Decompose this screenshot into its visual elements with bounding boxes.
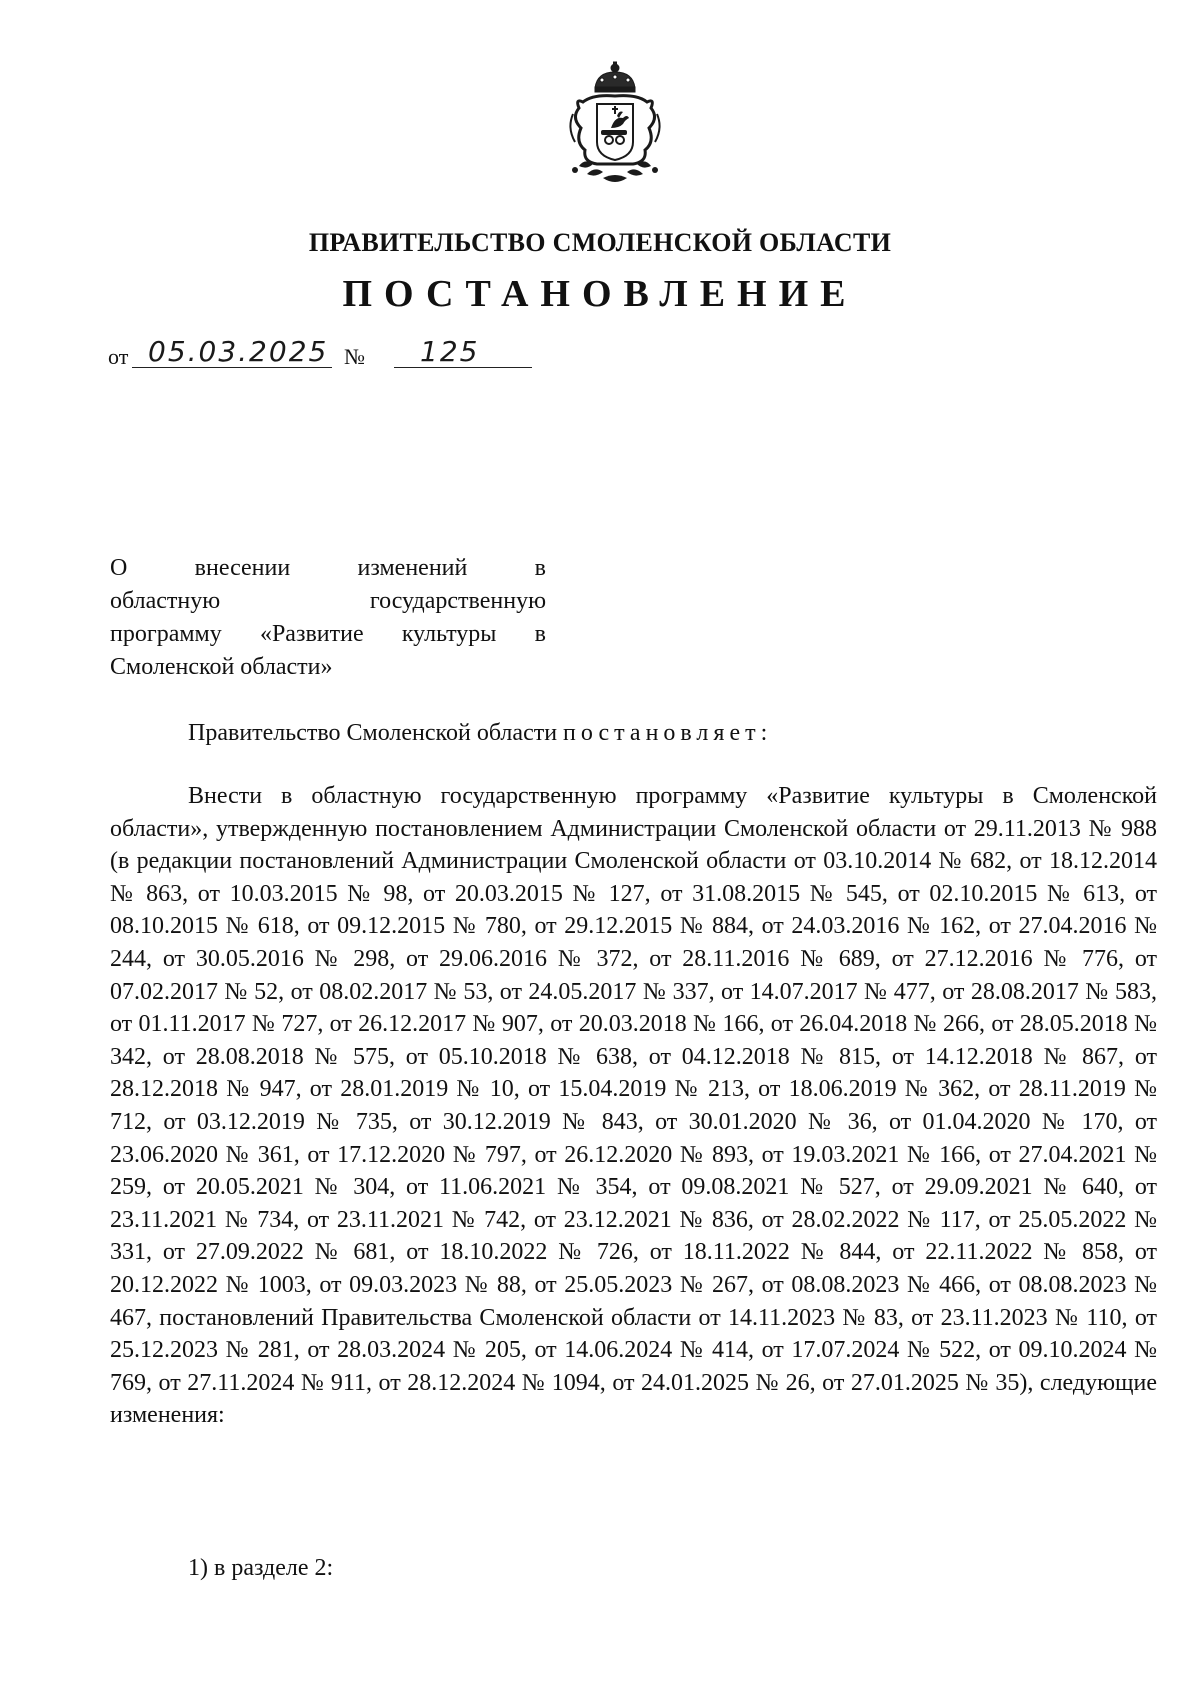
number-prefix: № bbox=[344, 344, 365, 369]
number-value: 125 bbox=[420, 335, 480, 368]
subject-line-4: Смоленской области» bbox=[110, 654, 333, 680]
date-value: 05.03.2025 bbox=[148, 335, 329, 368]
subject-line-3: программу «Развитие культуры в bbox=[110, 621, 546, 647]
subject-line-2: областную государственную bbox=[110, 588, 546, 614]
date-number-line bbox=[108, 335, 538, 376]
date-prefix: от bbox=[108, 344, 129, 369]
preamble bbox=[188, 717, 772, 750]
coat-of-arms-icon bbox=[557, 58, 673, 192]
subject-line-1: О внесении изменений в bbox=[110, 555, 546, 581]
document-subject bbox=[110, 552, 546, 684]
preamble-text: Правительство Смоленской области bbox=[188, 720, 564, 746]
document-type-title: ПОСТАНОВЛЕНИЕ bbox=[342, 273, 858, 315]
list-item-1: 1) в разделе 2: bbox=[188, 1555, 334, 1581]
preamble-action: постановляет: bbox=[563, 720, 773, 746]
government-title: ПРАВИТЕЛЬСТВО СМОЛЕНСКОЙ ОБЛАСТИ bbox=[308, 228, 892, 257]
body-paragraph: Внести в областную государственную программу «Развитие культуры в Смоленской области», утвержденную постановлением Администрации Смоленской области от 29.11.2013 № 988 (в редакции постановлений Администрации Смоленской области от 03.10.2014 № 682, от 18.12.2014 № 863, от 10.03.2015 № 98, от 20.03.2015 № 127, от 31.08.2015 № 545, от 02.10.2015 № 613, от 08.10.2015 № 618, от 09.12.2015 № 780, от 29.12.2015 № 884, от 24.03.2016 № 162, от 27.04.2016 № 244, от 30.05.2016 № 298, от 29.06.2016 № 372, от 28.11.2016 № 689, от 27.12.2016 № 776, от 07.02.2017 № 52, от 08.02.2017 № 53, от 24.05.2017 № 337, от 14.07.2017 № 477, от 28.08.2017 № 583, от 01.11.2017 № 727, от 26.12.2017 № 907, от 20.03.2018 № 166, от 26.04.2018 № 266, от 28.05.2018 № 342, от 28.08.2018 № 575, от 05.10.2018 № 638, от 04.12.2018 № 815, от 14.12.2018 № 867, от 28.12.2018 № 947, от 28.01.2019 № 10, от 15.04.2019 № 213, от 18.06.2019 № 362, от 28.11.2019 № 712, от 03.12.2019 № 735, от 30.12.2019 № 843, от 30.01.2020 № 36, от 01.04.2020 № 170, от 23.06.2020 № 361, от 17.12.2020 № 797, от 26.12.2020 № 893, от 19.03.2021 № 166, от 27.04.2021 № 259, от 20.05.2021 № 304, от 11.06.2021 № 354, от 09.08.2021 № 527, от 29.09.2021 № 640, от 23.11.2021 № 734, от 23.11.2021 № 742, от 23.12.2021 № 836, от 28.02.2022 № 117, от 25.05.2022 № 331, от 27.09.2022 № 681, от 18.10.2022 № 726, от 18.11.2022 № 844, от 22.11.2022 № 858, от 20.12.2022 № 1003, от 09.03.2023 № 88, от 25.05.2023 № 267, от 08.08.2023 № 466, от 08.08.2023 № 467, постановлений Правительства Смоленской области от 14.11.2023 № 83, от 23.11.2023 № 110, от 25.12.2023 № 281, от 28.03.2024 № 205, от 14.06.2024 № 414, от 17.07.2024 № 522, от 09.10.2024 № 769, от 27.11.2024 № 911, от 28.12.2024 № 1094, от 24.01.2025 № 26, от 27.01.2025 № 35), следующие изменения: bbox=[110, 783, 1157, 1429]
